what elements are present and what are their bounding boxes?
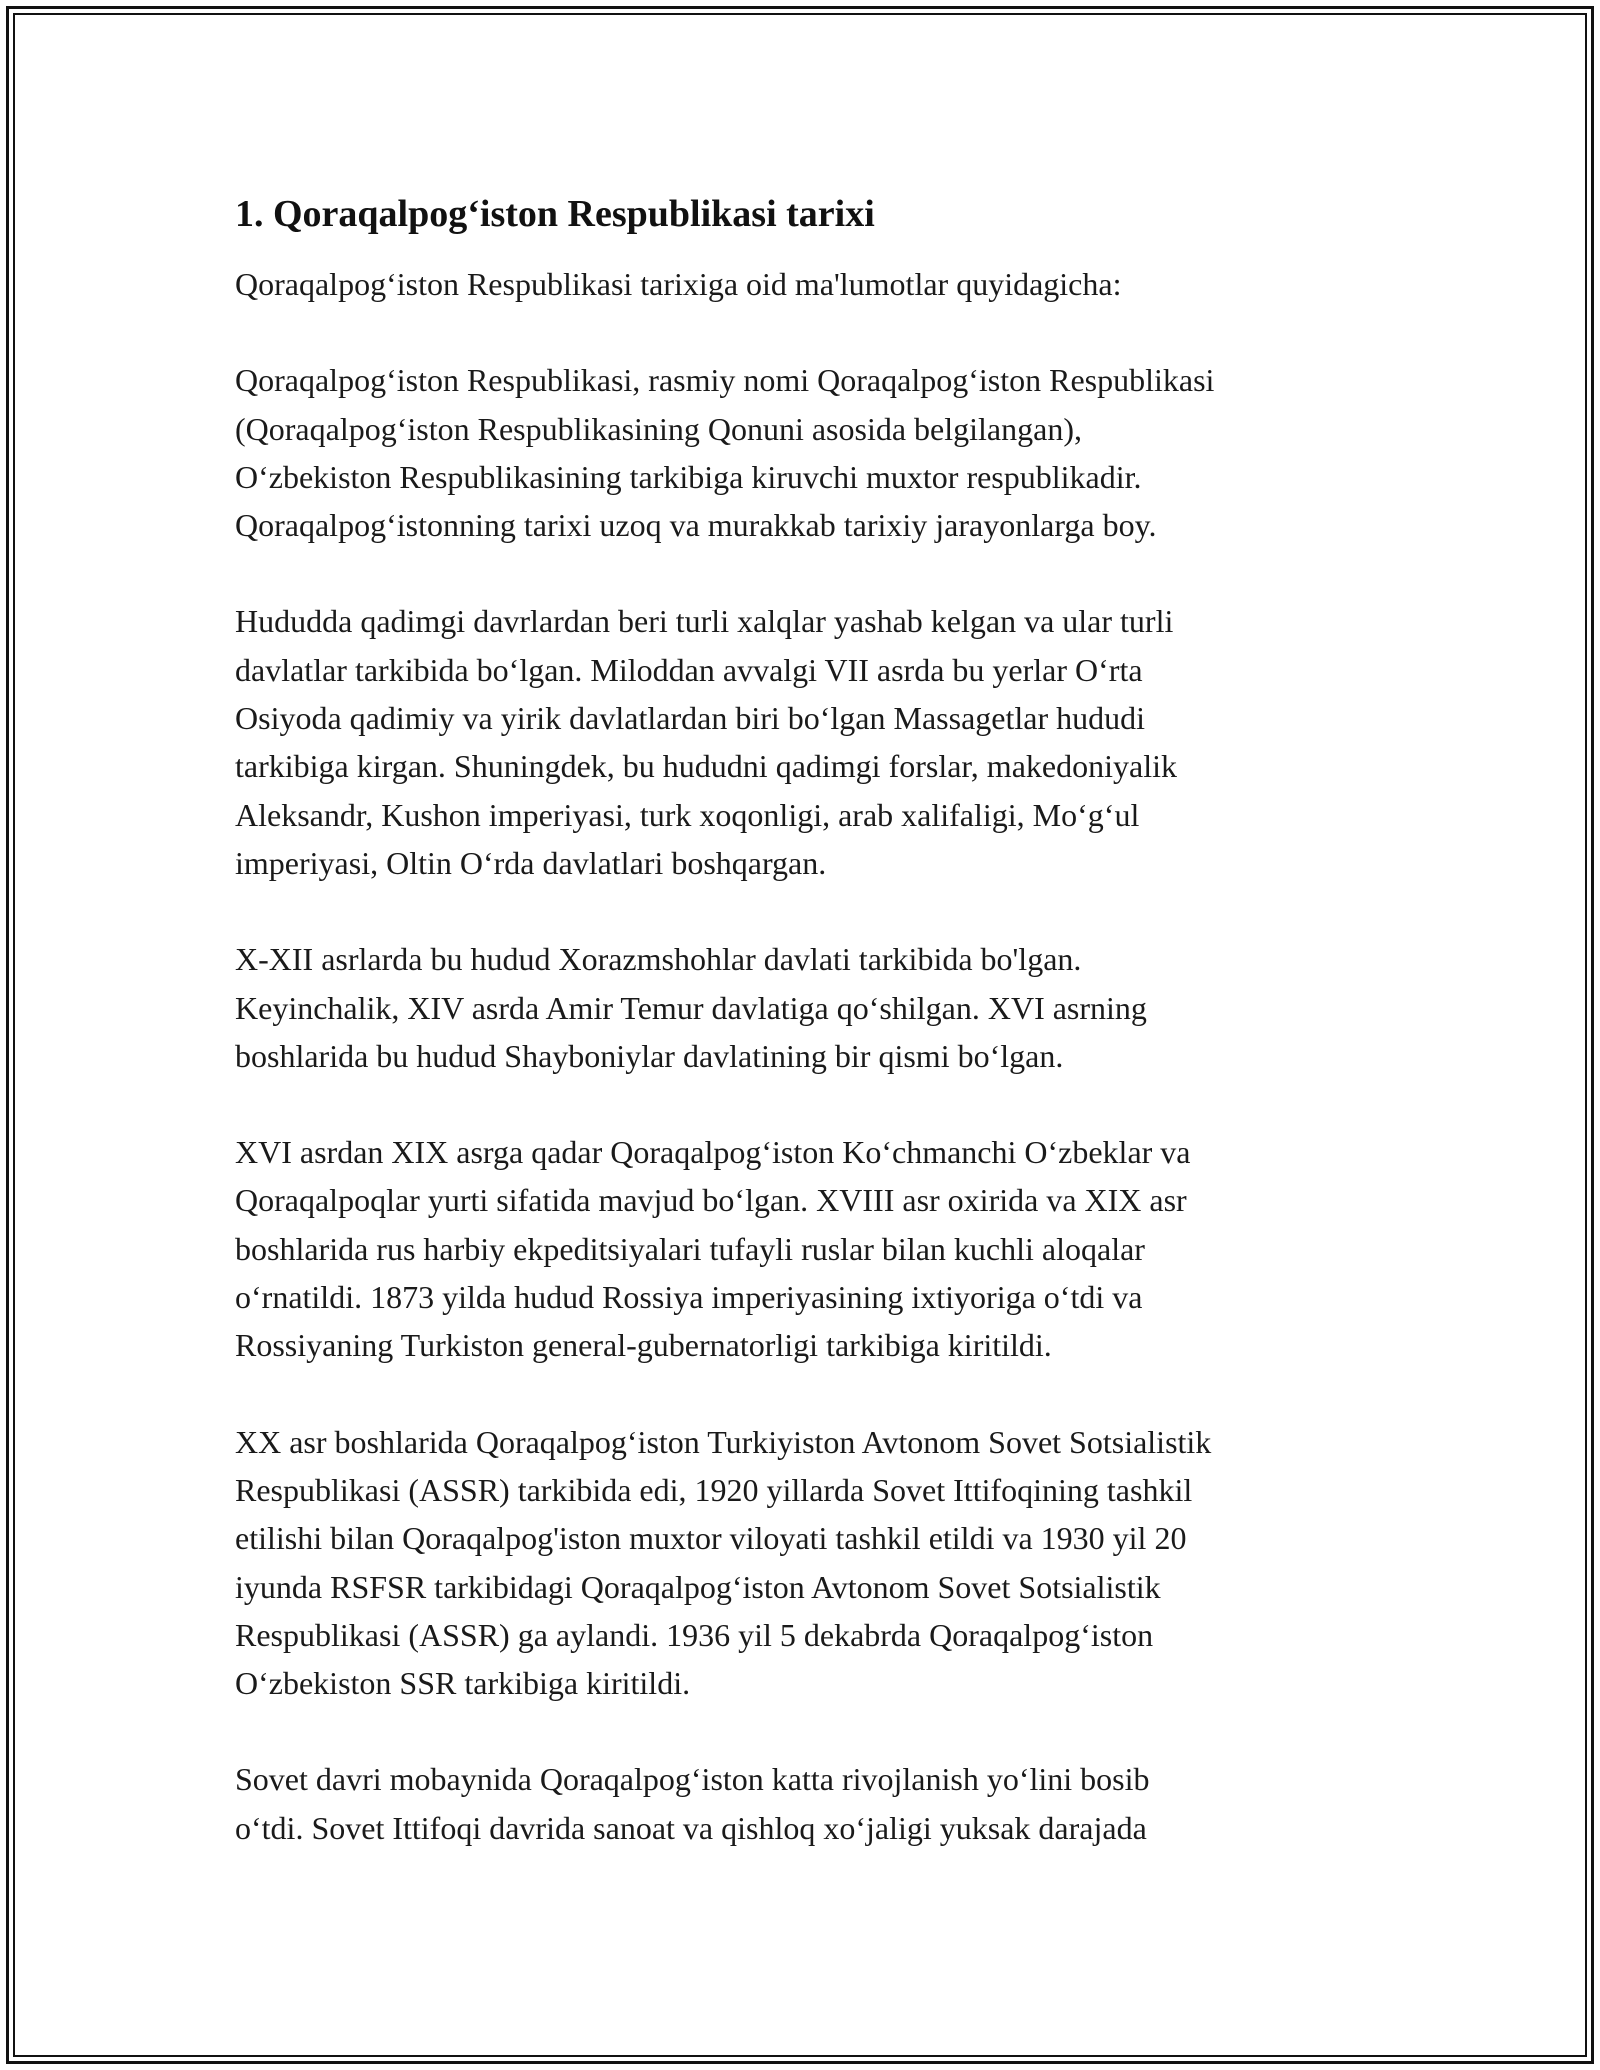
paragraph-soviet-period: Sovet davri mobaynida Qoraqalpog‘iston katta rivojlanish yo‘lini bosib o‘tdi. Sovet Ittifoqi davrida sanoat va qishloq xo‘jaligi yuksak darajada [235, 1761, 1150, 1846]
paragraph-ancient-history: Hududda qadimgi davrlardan beri turli xalqlar yashab kelgan va ular turli davlatlar tarkibida bo‘lgan. Miloddan avvalgi VII asrda bu yerlar O‘rta Osiyoda qadimiy va yirik davlatlardan biri bo‘lgan Massagetlar hududi tarkibiga kirgan. Shuningdek, bu hududni qadimgi forslar, makedoniyalik Aleksandr, Kushon imperiyasi, turk xoqonligi, arab xalifaligi, Mo‘g‘ul imperiyasi, Oltin O‘rda davlatlari boshqargan. [235, 603, 1177, 881]
paragraph-soviet-formation: XX asr boshlarida Qoraqalpog‘iston Turkiyiston Avtonom Sovet Sotsialistik Respublikasi (ASSR) tarkibida edi, 1920 yillarda Sovet Ittifoqining tashkil etilishi bilan Qoraqalpog'iston muxtor viloyati tashkil etildi va 1930 yil 20 iyunda RSFSR tarkibidagi Qoraqalpog‘iston Avtonom Sovet Sotsialistik Respublikasi (ASSR) ga aylandi. 1936 yil 5 dekabrda Qoraqalpog‘iston O‘zbekiston SSR tarkibiga kiritildi. [235, 1423, 1212, 1702]
intro-paragraph: Qoraqalpog‘iston Respublikasi tarixiga oid ma'lumotlar quyidagicha: [235, 266, 1122, 302]
document-body [235, 190, 1385, 1900]
paragraph-overview: Qoraqalpog‘iston Respublikasi, rasmiy nomi Qoraqalpog‘iston Respublikasi (Qoraqalpog‘iston Respublikasining Qonuni asosida belgilangan), O‘zbekiston Respublikasining tarkibiga kiruvchi muxtor respublikadir. Qoraqalpog‘istonning tarixi uzoq va murakkab tarixiy jarayonlarga boy. [235, 362, 1215, 544]
paragraph-russian-empire: XVI asrdan XIX asrga qadar Qoraqalpog‘iston Ko‘chmanchi O‘zbeklar va Qoraqalpoqlar yurti sifatida mavjud bo‘lgan. XVIII asr oxirida va XIX asr boshlarida rus harbiy ekpeditsiyalari tufayli ruslar bilan kuchli aloqalar o‘rnatildi. 1873 yilda hudud Rossiya imperiyasining ixtiyoriga o‘tdi va Rossiyaning Turkiston general-gubernatorligi tarkibiga kiritildi. [235, 1134, 1191, 1364]
paragraph-medieval-history: X-XII asrlarda bu hudud Xorazmshohlar davlati tarkibida bo'lgan. Keyinchalik, XIV asrda Amir Temur davlatiga qo‘shilgan. XVI asrning boshlarida bu hudud Shayboniylar davlatining bir qismi bo‘lgan. [235, 941, 1147, 1074]
document-title: 1. Qoraqalpog‘iston Respublikasi tarixi [235, 193, 875, 235]
